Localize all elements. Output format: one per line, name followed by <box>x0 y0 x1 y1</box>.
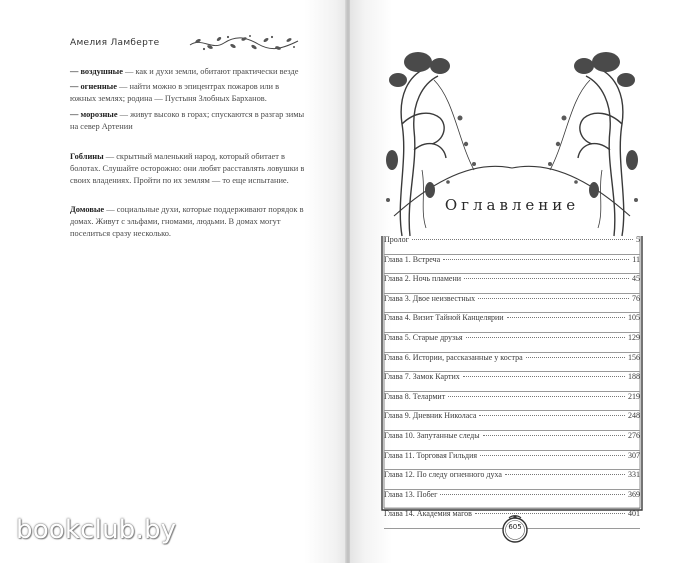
toc-chapter-title: Глава 13. Побег <box>384 489 438 499</box>
toc-leader <box>479 415 625 416</box>
toc-leader <box>448 396 625 397</box>
toc-chapter-title: Глава 2. Ночь пламени <box>384 274 462 284</box>
toc-page-number: 369 <box>628 489 640 499</box>
toc-row[interactable] <box>384 313 640 333</box>
toc-chapter-title: Глава 9. Дневник Николаса <box>384 411 477 421</box>
toc-row[interactable] <box>384 411 640 431</box>
toc-chapter-title: Глава 3. Двое неизвестных <box>384 293 476 303</box>
toc-chapter-title: Глава 5. Старые друзья <box>384 332 463 342</box>
glossary-entry <box>70 66 305 78</box>
entry-body: — найти можно в эпицентрах пожаров или в южных землях; родина — Пустыня Злобных Барханов. <box>70 82 280 104</box>
toc-page-number: 11 <box>632 254 640 264</box>
toc-row[interactable] <box>384 255 640 275</box>
glossary-entry <box>70 109 305 133</box>
toc-leader <box>412 239 633 240</box>
toc-leader <box>478 298 629 299</box>
entry-term: — морозные <box>70 109 118 119</box>
toc-page-number: 156 <box>628 352 640 362</box>
entry-term: — огненные <box>70 82 117 92</box>
entry-term: Гоблины <box>70 152 104 162</box>
entry-body: — как и духи земли, обитают практически везде <box>122 67 299 76</box>
toc-leader <box>463 376 625 377</box>
toc-chapter-title: Глава 11. Торговая Гильдия <box>384 450 478 460</box>
entry-term: Домовые <box>70 204 105 214</box>
toc-row[interactable] <box>384 353 640 373</box>
watermark: bookclub.by <box>16 515 177 545</box>
toc-page-number: 76 <box>632 293 640 303</box>
glossary-entries <box>70 66 305 256</box>
table-of-contents <box>384 235 640 529</box>
toc-row[interactable] <box>384 490 640 510</box>
toc-title: Оглавление <box>444 196 580 214</box>
entry-term: — воздушные <box>70 67 123 76</box>
toc-leader <box>483 435 625 436</box>
toc-row[interactable] <box>384 274 640 294</box>
toc-row[interactable] <box>384 333 640 353</box>
toc-row[interactable] <box>384 451 640 471</box>
toc-page-number: 307 <box>628 450 640 460</box>
page-number: 605 <box>508 523 522 531</box>
toc-chapter-title: Глава 4. Визит Тайной Канцелярии <box>384 313 504 323</box>
toc-leader <box>466 337 625 338</box>
entry-body: — скрытный маленький народ, который обитает в болотах. Слушайте осторожно: они любят расставлять ловушки в своих владениях. Пройти по их землям — то еще испытание. <box>70 152 305 186</box>
toc-row[interactable] <box>384 235 640 255</box>
toc-row[interactable] <box>384 431 640 451</box>
toc-page-number: 219 <box>628 391 640 401</box>
toc-chapter-title: Глава 7. Замок Картих <box>384 372 460 382</box>
toc-page-number: 105 <box>628 313 640 323</box>
toc-page-number: 248 <box>628 411 640 421</box>
toc-page-number: 45 <box>632 274 640 284</box>
toc-chapter-title: Глава 12. По следу огненного духа <box>384 470 502 480</box>
toc-row[interactable] <box>384 470 640 490</box>
toc-page-number: 276 <box>628 430 640 440</box>
toc-chapter-title: Пролог <box>384 235 409 244</box>
toc-chapter-title: Глава 10. Запутанные следы <box>384 430 480 440</box>
toc-row[interactable] <box>384 392 640 412</box>
toc-leader <box>505 474 625 475</box>
running-head: Амелия Ламберте <box>70 38 160 48</box>
toc-page-number: 401 <box>628 509 640 519</box>
toc-page-number: 5 <box>636 235 640 244</box>
toc-leader <box>475 513 625 514</box>
toc-leader <box>440 494 625 495</box>
toc-chapter-title: Глава 8. Телармит <box>384 391 446 401</box>
glossary-entry <box>70 204 305 241</box>
toc-row[interactable] <box>384 294 640 314</box>
toc-page-number: 331 <box>628 470 640 480</box>
toc-chapter-title: Глава 14. Академия магов <box>384 509 472 519</box>
toc-leader <box>507 317 625 318</box>
toc-leader <box>464 278 629 279</box>
vine-ornament-icon <box>188 33 300 53</box>
entry-body: — живут высоко в горах; спускаются в разгар зимы на север Артении <box>70 109 305 131</box>
toc-page-number: 188 <box>628 372 640 382</box>
toc-leader <box>526 357 625 358</box>
glossary-entry <box>70 81 305 105</box>
toc-chapter-title: Глава 6. Истории, рассказанные у костра <box>384 352 523 362</box>
entry-body: — социальные духи, которые поддерживают порядок в домах. Живут с эльфами, гномами, людьми. В домах могут поселиться сразу несколько. <box>70 204 304 239</box>
toc-chapter-title: Глава 1. Встреча <box>384 254 441 264</box>
toc-leader <box>443 259 629 260</box>
toc-leader <box>480 455 625 456</box>
glossary-entry <box>70 151 305 188</box>
toc-row[interactable] <box>384 372 640 392</box>
toc-page-number: 129 <box>628 332 640 342</box>
